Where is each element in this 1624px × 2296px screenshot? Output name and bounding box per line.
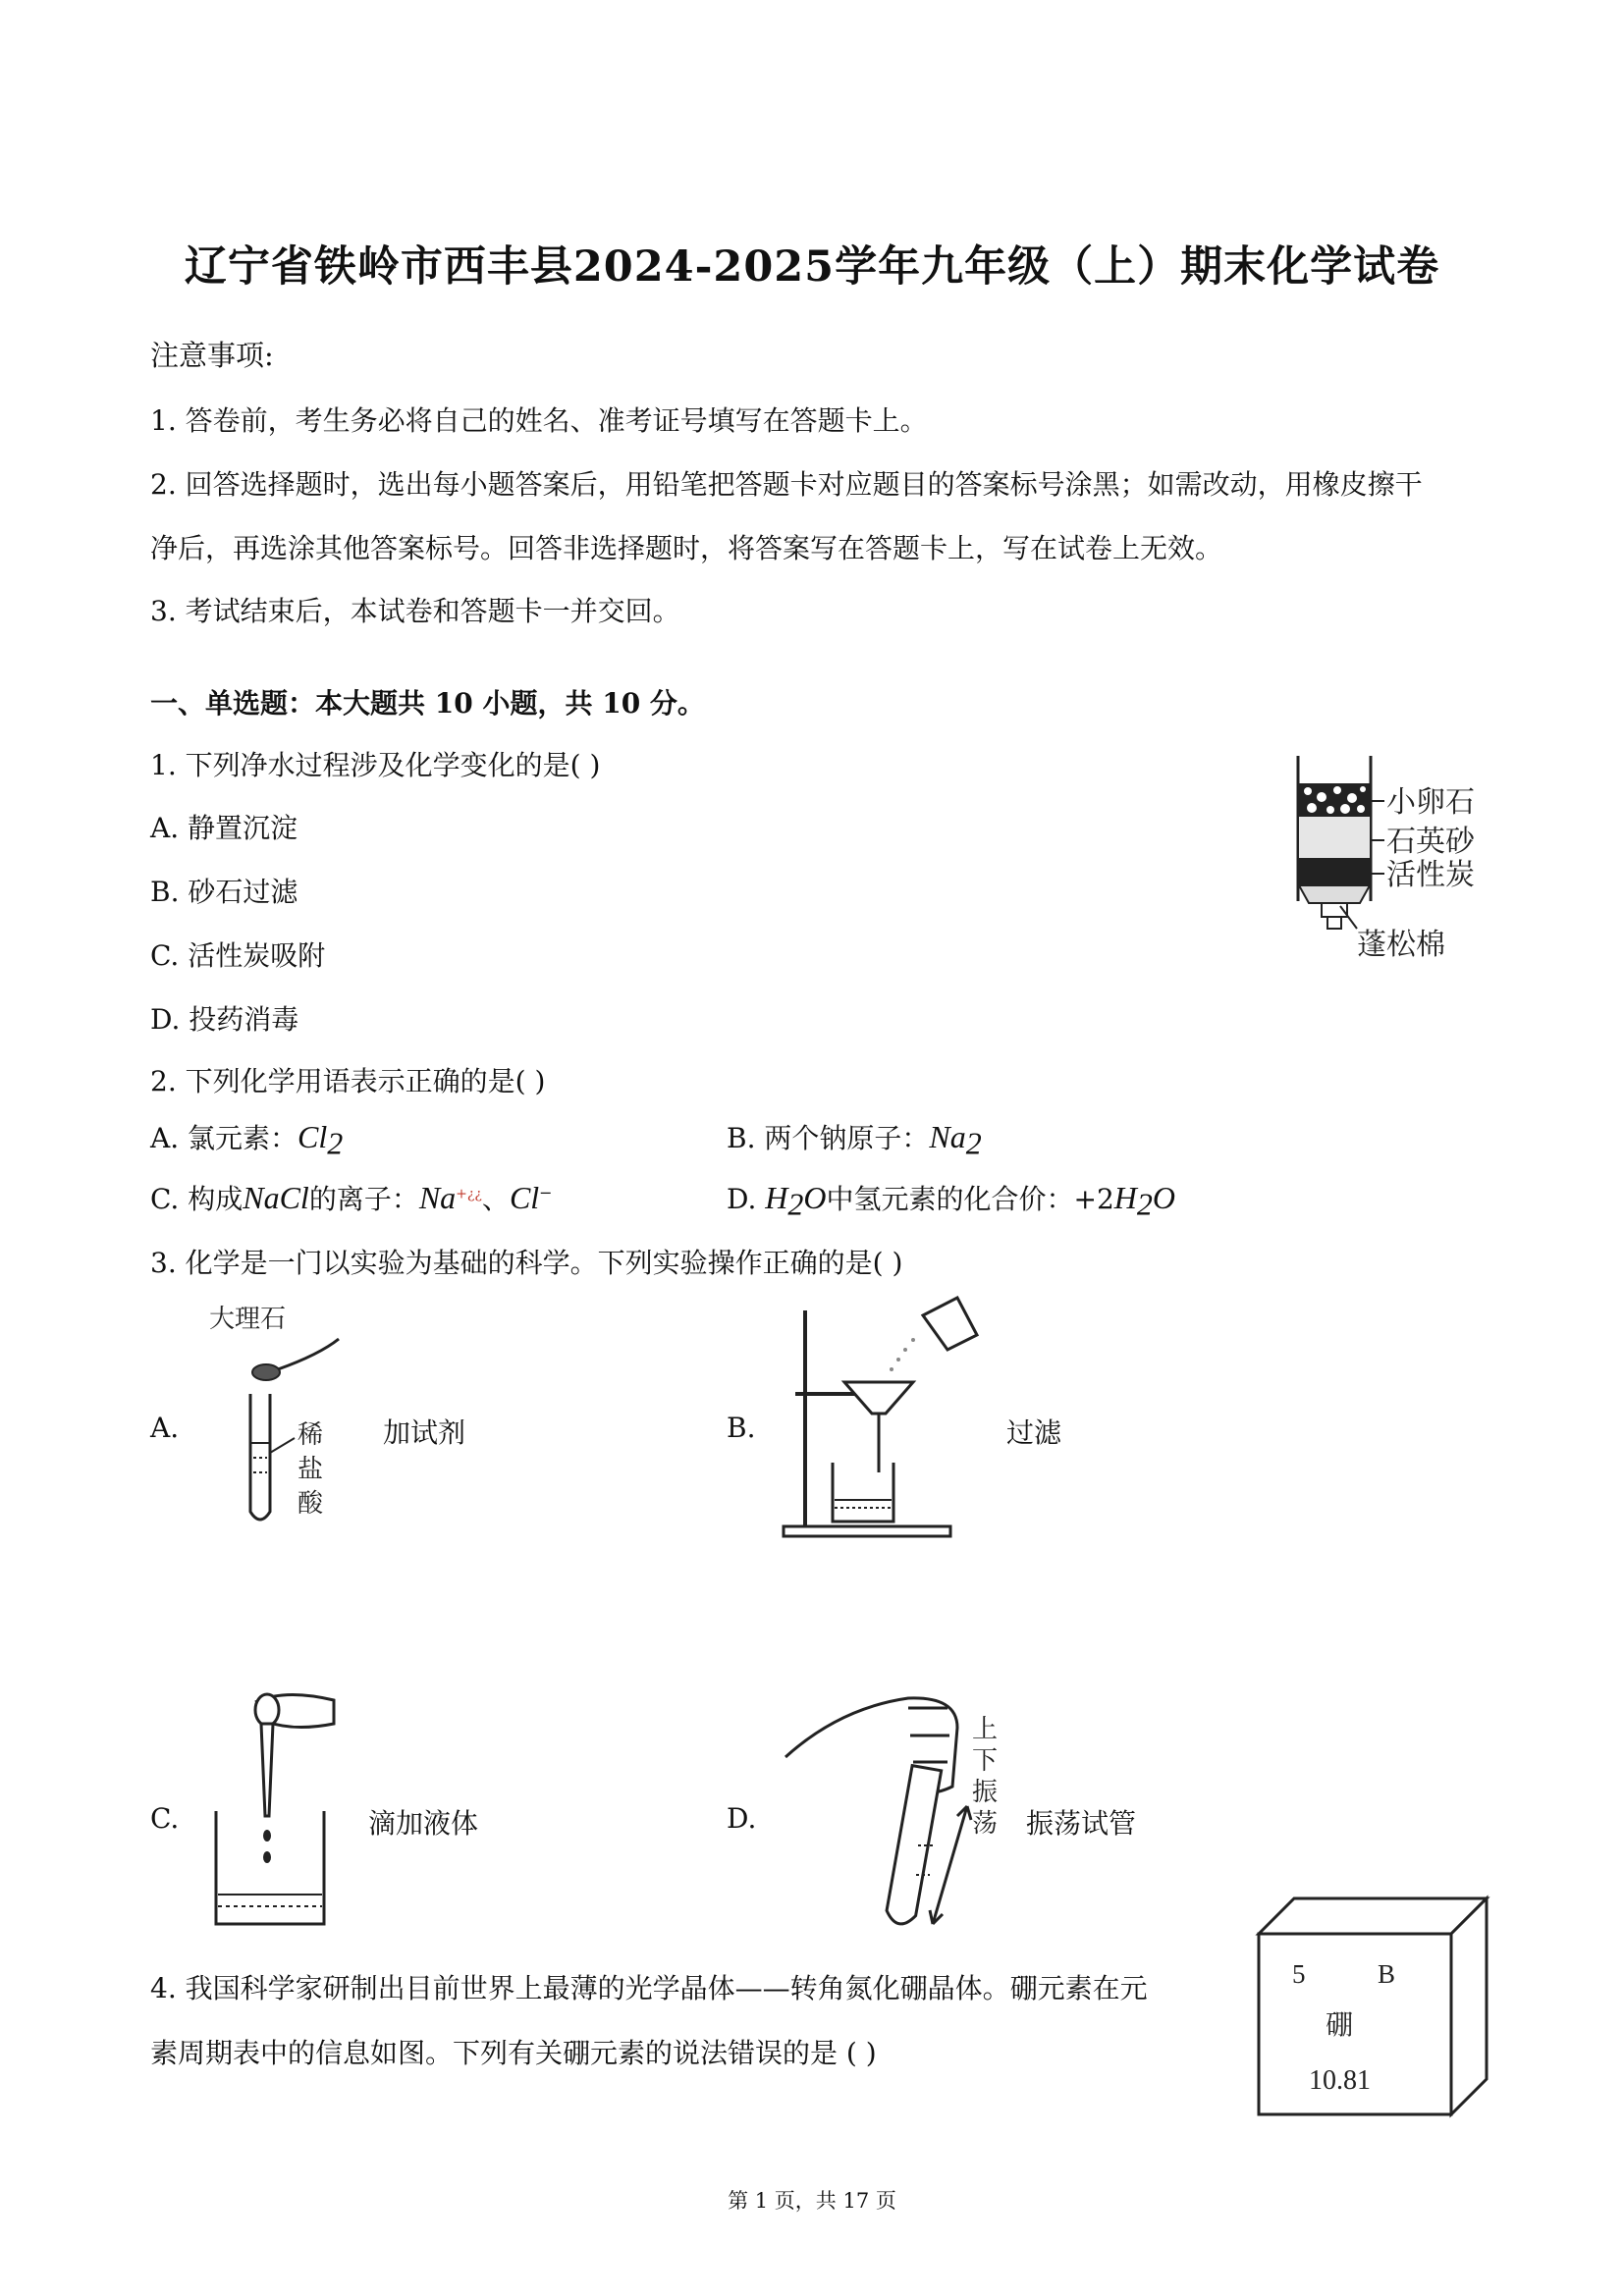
q2-option-a [150, 1117, 343, 1162]
svg-text:酸: 酸 [298, 1489, 324, 1519]
q2-a-sub: 2 [327, 1125, 344, 1161]
label-activated-carbon: 活性炭 [1386, 858, 1475, 892]
q2-c-formula2: Na [418, 1180, 457, 1215]
q2-a-formula: Cl [298, 1119, 328, 1154]
q2-d-formula1: H [765, 1180, 788, 1215]
notice-item-3: 3. 考试结束后，本试卷和答题卡一并交回。 [150, 595, 680, 627]
notice-item-1: 1. 答卷前，考生务必将自己的姓名、准考证号填写在答题卡上。 [150, 404, 928, 437]
q3-option-c-caption: 滴加液体 [368, 1807, 479, 1840]
q3-option-d-letter: D. [727, 1802, 757, 1835]
element-symbol: B [1378, 1959, 1396, 1989]
element-name: 硼 [1326, 2008, 1354, 2041]
q2-stem: 2. 下列化学用语表示正确的是( ) [150, 1065, 546, 1097]
label-quartz-sand: 石英砂 [1386, 825, 1475, 859]
svg-text:上: 上 [972, 1715, 999, 1744]
q4-stem-line1: 4. 我国科学家研制出目前世界上最薄的光学晶体——转角氮化硼晶体。硼元素在元 [150, 1972, 1148, 2004]
q1-option-a: A. 静置沉淀 [150, 812, 298, 844]
q2-option-b [727, 1117, 982, 1162]
element-number: 5 [1292, 1959, 1306, 1989]
water-filter-figure [1286, 754, 1497, 970]
q1-option-b: B. 砂石过滤 [150, 876, 298, 908]
svg-text:下: 下 [972, 1746, 999, 1776]
q3-option-c-letter: C. [150, 1802, 180, 1835]
q2-option-c [150, 1178, 553, 1217]
q3-option-b-caption: 过滤 [1006, 1416, 1062, 1449]
q2-option-d [727, 1178, 1175, 1223]
q2-d-text1: D. [727, 1183, 766, 1215]
svg-text:荡: 荡 [972, 1809, 999, 1839]
notice-item-2: 2. 回答选择题时，选出每小题答案后，用铅笔把答题卡对应题目的答案标号涂黑；如需改动，用橡皮擦干 [150, 468, 1423, 501]
notice-item-2-cont: 净后，再选涂其他答案标号。回答非选择题时，将答案写在答题卡上，写在试卷上无效。 [150, 532, 1223, 564]
q3-option-a-caption: 加试剂 [383, 1416, 466, 1449]
q2-a-text: A. 氯元素： [150, 1122, 298, 1154]
element-mass: 10.81 [1309, 2065, 1371, 2096]
q2-d-text2: 中氢元素的化合价：+2 [826, 1183, 1114, 1215]
q2-c-sup2: +¿¿ [456, 1186, 482, 1202]
q3-b-figure [776, 1296, 992, 1541]
q3-d-figure [781, 1688, 1016, 1953]
page-footer: 第 1 页，共 17 页 [728, 2189, 896, 2213]
label-cotton: 蓬松棉 [1357, 928, 1445, 962]
q2-b-formula: Na [929, 1119, 966, 1154]
q3-stem: 3. 化学是一门以实验为基础的科学。下列实验操作正确的是( ) [150, 1247, 903, 1279]
q2-d-sub1: 2 [787, 1186, 804, 1222]
svg-text:振: 振 [972, 1778, 999, 1807]
q4-stem-line2: 素周期表中的信息如图。下列有关硼元素的说法错误的是 ( ) [150, 2037, 877, 2069]
q3-option-d-caption: 振荡试管 [1026, 1807, 1137, 1840]
label-pebbles: 小卵石 [1386, 785, 1475, 820]
q1-stem: 1. 下列净水过程涉及化学变化的是( ) [150, 749, 601, 781]
q2-b-sub: 2 [965, 1125, 982, 1161]
q2-d-formula2: H [1113, 1180, 1137, 1215]
q2-d-formula1b: O [803, 1180, 827, 1215]
q2-c-formula3: Cl [509, 1180, 540, 1215]
q1-option-c: C. 活性炭吸附 [150, 939, 326, 972]
svg-text:稀: 稀 [298, 1420, 324, 1450]
q3-a-marble-label: 大理石 [209, 1305, 287, 1334]
q3-option-a-letter: A. [150, 1412, 180, 1444]
q2-c-sup3: − [539, 1183, 553, 1202]
q3-a-figure [201, 1296, 368, 1541]
q2-c-text1: C. 构成 [150, 1183, 244, 1215]
boron-element-card [1255, 1895, 1490, 2120]
q2-d-formula2b: O [1152, 1180, 1175, 1215]
notice-heading: 注意事项: [150, 339, 274, 372]
q2-b-text: B. 两个钠原子： [727, 1122, 930, 1154]
q2-c-sep: 、 [481, 1183, 510, 1215]
q3-option-b-letter: B. [727, 1412, 756, 1444]
q2-d-sub2: 2 [1136, 1186, 1153, 1222]
q2-c-formula1: NaCl [243, 1180, 309, 1215]
section-heading: 一、单选题：本大题共 10 小题，共 10 分。 [150, 687, 705, 720]
page-title: 辽宁省铁岭市西丰县2024-2025学年九年级（上）期末化学试卷 [184, 242, 1440, 292]
q2-c-text2: 的离子： [308, 1183, 419, 1215]
q1-option-d: D. 投药消毒 [150, 1003, 299, 1036]
svg-text:盐: 盐 [298, 1455, 324, 1484]
q3-c-figure [196, 1688, 353, 1944]
